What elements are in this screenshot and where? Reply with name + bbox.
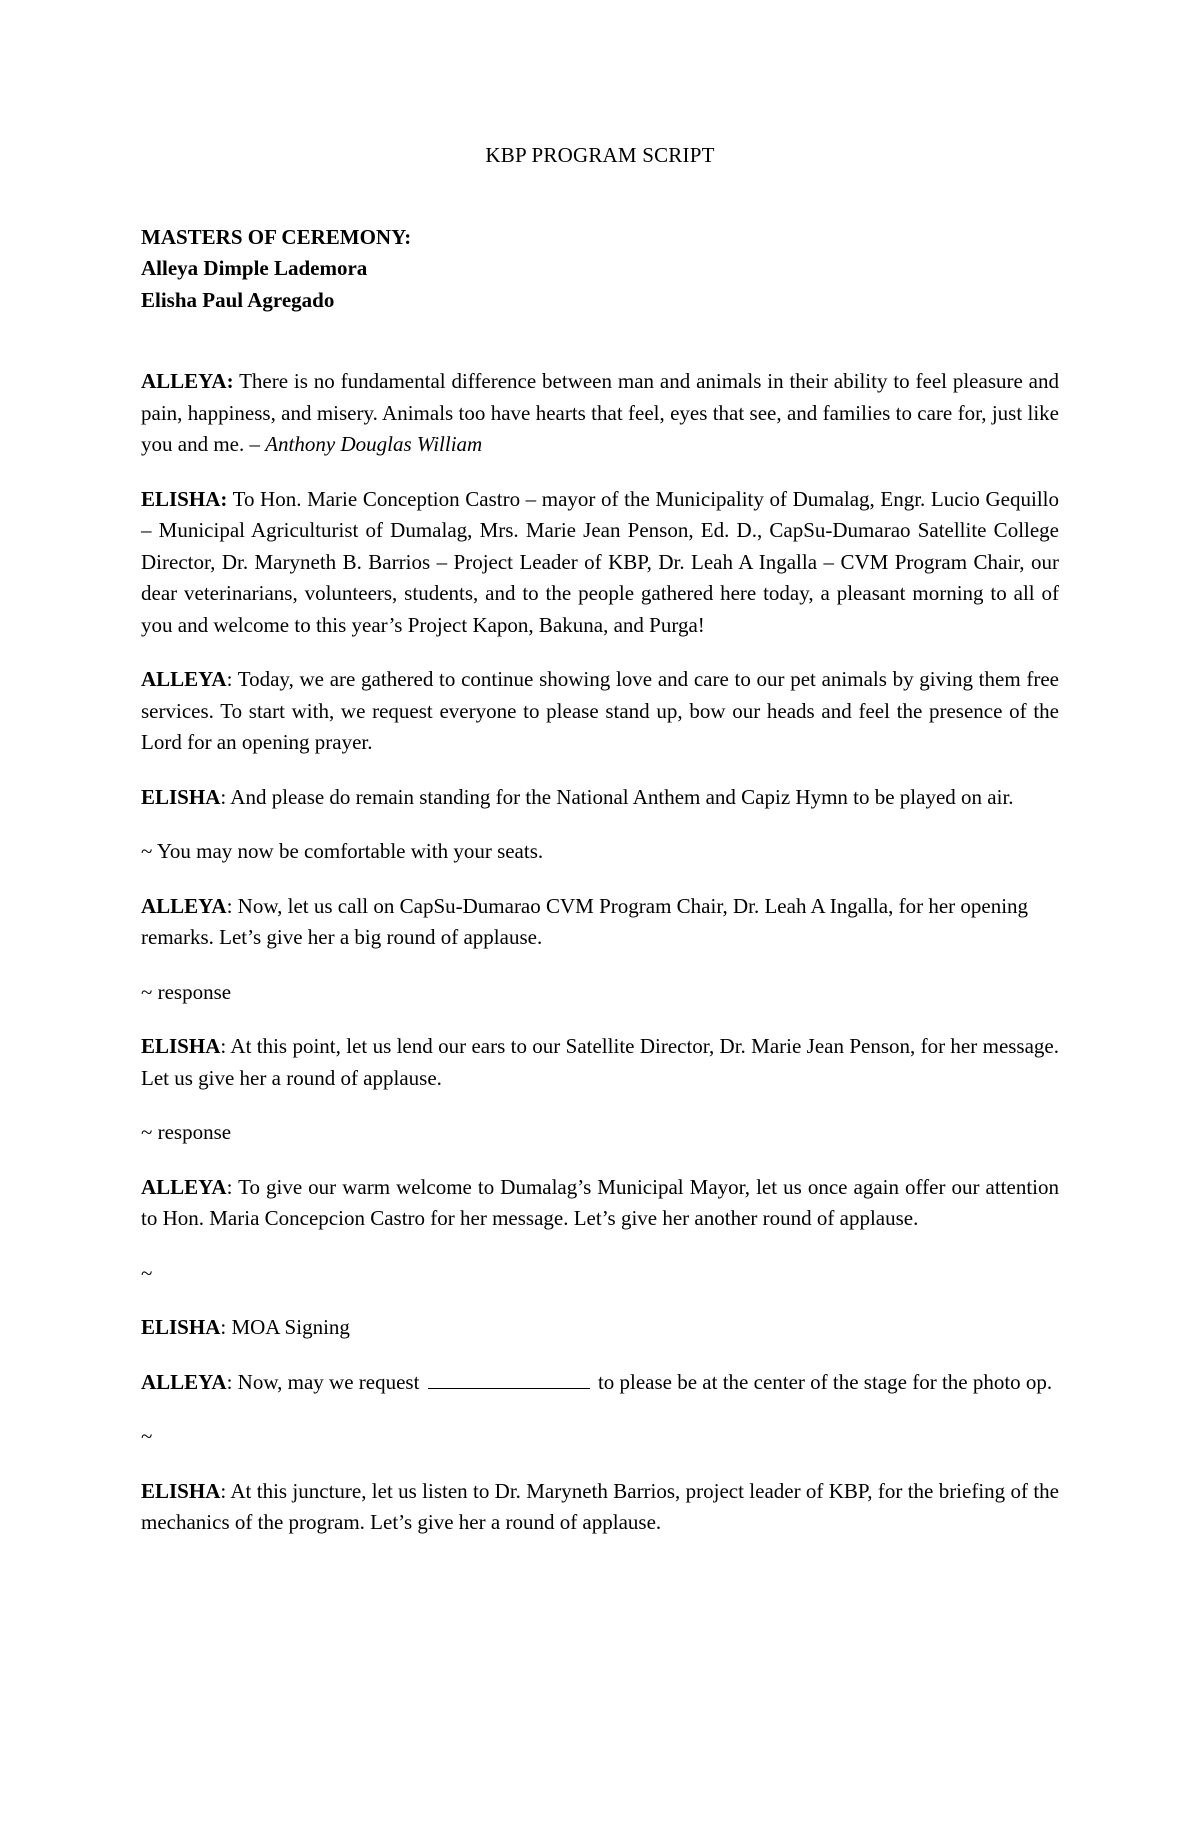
script-text: : Now, let us call on CapSu-Dumarao CVM Program Chair, Dr. Leah A Ingalla, for her opening remarks. Let’s give her a big round of applause. [141, 893, 1029, 949]
script-text: ~ [141, 1260, 153, 1285]
script-line [141, 1476, 1059, 1539]
script-line [141, 484, 1059, 642]
speaker-label: ELISHA [141, 1034, 221, 1058]
script-line [141, 891, 1059, 954]
mc-name: Alleya Dimple Lademora [141, 256, 368, 280]
script-line [141, 664, 1059, 759]
speaker-label: ELISHA [141, 1315, 221, 1339]
script-line [141, 366, 1059, 461]
script-text: There is no fundamental difference between man and animals in their ability to feel pleasure and pain, happiness, and misery. Animals too have hearts that feel, eyes that see, and families to care for, just like you and me. – [141, 369, 1059, 456]
script-text: : To give our warm welcome to Dumalag’s Municipal Mayor, let us once again offer our attention to Hon. Maria Concepcion Castro for her message. Let’s give her another round of applause. [141, 1174, 1059, 1230]
script-text: : At this point, let us lend our ears to our Satellite Director, Dr. Marie Jean Penson, for her message. Let us give her a round of applause. [141, 1034, 1059, 1090]
speaker-label: ELISHA: [141, 486, 228, 511]
script-text: To Hon. Marie Conception Castro – mayor of the Municipality of Dumalag, Engr. Lucio Gequillo – Municipal Agriculturist of Dumalag, Mrs. Marie Jean Penson, Ed. D., CapSu-Dumarao Satellite College Director, Dr. Maryneth B. Barrios – Project Leader of KBP, Dr. Leah A Ingalla – CVM Program Chair, our dear veterinarians, volunteers, students, and to the people gathered here today, a pleasant morning to all of you and welcome to this year’s Project Kapon, Bakuna, and Purga! [141, 486, 1059, 637]
script-text: : At this juncture, let us listen to Dr. Maryneth Barrios, project leader of KBP, for the briefing of the mechanics of the program. Let’s give her a round of applause. [141, 1478, 1059, 1534]
speaker-label: ALLEYA [141, 667, 227, 691]
script-text: ~ response [141, 979, 232, 1004]
script-text: : Now, may we request [226, 1369, 420, 1394]
script-line [141, 1031, 1059, 1094]
script-line [141, 782, 1059, 814]
fill-in-blank-line [428, 1368, 590, 1389]
script-text: ~ response [141, 1120, 232, 1144]
stage-direction [141, 1258, 1059, 1290]
document-body [141, 140, 1059, 1562]
script-text: : Today, we are gathered to continue showing love and care to our pet animals by giving them free services. To start with, we request everyone to please stand up, bow our heads and feel the presence of the Lord for an opening prayer. [141, 667, 1059, 754]
stage-direction [141, 977, 1059, 1009]
speaker-label: ALLEYA [141, 893, 227, 918]
script-line [141, 1367, 1059, 1399]
script-line [141, 1172, 1059, 1235]
speaker-label: ALLEYA: [141, 369, 234, 393]
document-title: KBP PROGRAM SCRIPT [485, 143, 715, 167]
masters-of-ceremony [141, 222, 1059, 317]
mc-name: Elisha Paul Agregado [141, 287, 335, 312]
script-text: ~ [141, 1424, 153, 1448]
speaker-label: ALLEYA [141, 1369, 227, 1394]
script-text: : MOA Signing [220, 1315, 350, 1339]
stage-direction [141, 836, 1059, 868]
speaker-label: ALLEYA [141, 1174, 227, 1199]
stage-direction [141, 1117, 1059, 1149]
script-text: to please be at the center of the stage for the photo op. [597, 1369, 1053, 1394]
script-text: : And please do remain standing for the National Anthem and Capiz Hymn to be played on air. [220, 784, 1014, 809]
speaker-label: ELISHA [141, 1478, 221, 1503]
script-line [141, 1312, 1059, 1344]
script-text: ~ You may now be comfortable with your seats. [141, 839, 544, 863]
quote-author: Anthony Douglas William [265, 432, 483, 456]
masters-heading: MASTERS OF CEREMONY: [141, 224, 412, 249]
stage-direction [141, 1421, 1059, 1453]
speaker-label: ELISHA [141, 784, 221, 809]
